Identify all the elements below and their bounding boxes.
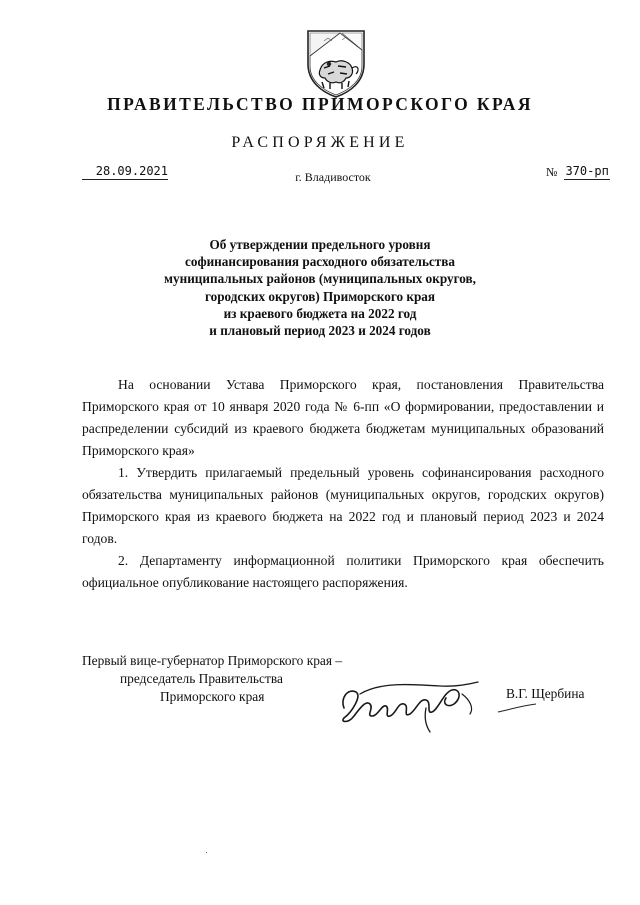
signatory-position <box>82 652 342 706</box>
position-line: председатель Правительства <box>120 671 283 686</box>
signer-name: В.Г. Щербина <box>506 686 585 701</box>
subject-line: софинансирования расходного обязательства <box>185 254 455 270</box>
body-paragraph: На основании Устава Приморского края, постановления Правительства Приморского края от 10 января 2020 года № 6-пп «О формировании, предоставлении и распределении субсидий из краевого бюджета бюджетам муниципальных образований Приморского края» <box>82 377 604 458</box>
subject-line: муниципальных районов (муниципальных округов, <box>164 271 476 287</box>
position-line: Первый вице-губернатор Приморского края – <box>82 653 343 668</box>
document-subject <box>0 236 640 339</box>
scan-speck <box>206 852 207 853</box>
org-title: ПРАВИТЕЛЬСТВО ПРИМОРСКОГО КРАЯ <box>107 94 533 114</box>
document-city: г. Владивосток <box>295 170 371 184</box>
document-body <box>82 374 604 594</box>
position-line: Приморского края <box>160 689 265 704</box>
document-date: 28.09.2021 <box>82 164 168 180</box>
number-sign: № <box>546 165 558 179</box>
handwritten-signature <box>330 674 490 736</box>
body-paragraph: 1. Утвердить прилагаемый предельный уровень софинансирования расходного обязательства муниципальных районов (муниципальных округов, городских округов) Приморского края из краевого бюджета на 2022 год и плановый период 2023 и 2024 годов. <box>82 465 604 546</box>
subject-line: из краевого бюджета на 2022 год <box>223 305 417 321</box>
subject-line: Об утверждении предельного уровня <box>209 237 431 252</box>
document-type: РАСПОРЯЖЕНИЕ <box>231 134 409 151</box>
subject-line: городских округов) Приморского края <box>204 288 436 304</box>
body-paragraph: 2. Департаменту информационной политики Приморского края обеспечить официальное опубликование настоящего распоряжения. <box>82 553 604 590</box>
number-value: 370-рп <box>565 164 609 178</box>
subject-line: и плановый период 2023 и 2024 годов <box>209 323 431 339</box>
signer-underline <box>496 700 540 716</box>
document-number <box>546 164 610 180</box>
coat-of-arms-icon <box>302 26 370 100</box>
